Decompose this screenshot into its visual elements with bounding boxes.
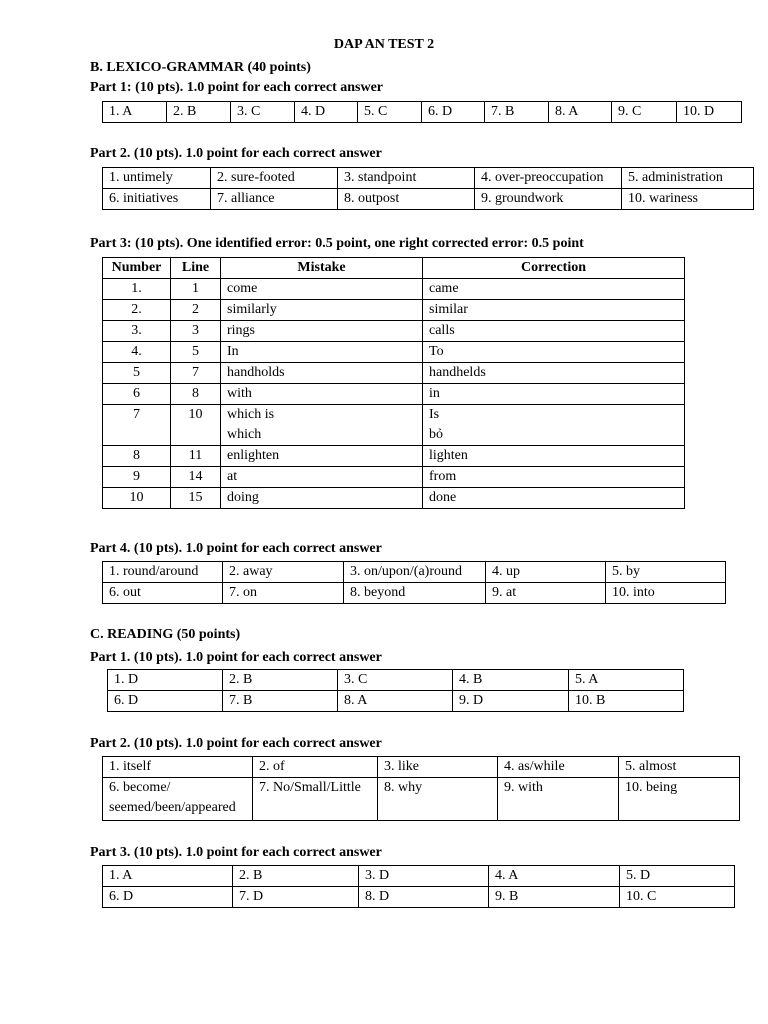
number-cell: 2. [103, 300, 171, 321]
answer-cell: 6. D [422, 102, 485, 123]
column-header: Number [103, 258, 171, 279]
answer-cell: 3. standpoint [338, 168, 475, 189]
mistake-line: which is [227, 407, 275, 422]
c-part1-heading: Part 1. (10 pts). 1.0 point for each correct answer [90, 650, 382, 665]
table-row [103, 866, 735, 887]
table-row [103, 757, 740, 778]
table-row [103, 102, 742, 123]
mistake-cell: doing [221, 488, 423, 509]
table-row [108, 670, 684, 691]
answer-cell: 4. D [295, 102, 358, 123]
table-row [103, 488, 685, 509]
answer-cell: 10. into [606, 583, 726, 604]
table-row [103, 300, 685, 321]
answer-cell: 5. D [620, 866, 735, 887]
b-part3-table [102, 257, 685, 509]
line-cell: 14 [171, 467, 221, 488]
correction-cell: calls [423, 321, 685, 342]
answer-cell: 8. A [338, 691, 453, 712]
mistake-cell: enlighten [221, 446, 423, 467]
mistake-line: which [227, 427, 262, 442]
number-cell: 4. [103, 342, 171, 363]
b-part3-heading: Part 3: (10 pts). One identified error: 0.5 point, one right corrected error: 0.5 point [90, 236, 584, 251]
table-header-row [103, 258, 685, 279]
c-part2-table [102, 756, 740, 821]
answer-cell: 4. up [486, 562, 606, 583]
answer-cell: 7. alliance [211, 189, 338, 210]
answer-cell: 4. as/while [498, 757, 619, 778]
answer-cell: 8. D [359, 887, 489, 908]
line-cell: 3 [171, 321, 221, 342]
table-row [103, 279, 685, 300]
answer-cell: 10. being [619, 778, 740, 821]
page-title: DAP AN TEST 2 [333, 37, 435, 52]
answer-cell: 2. away [223, 562, 344, 583]
answer-cell: 1. round/around [103, 562, 223, 583]
answer-cell: 2. B [233, 866, 359, 887]
answer-cell: 5. by [606, 562, 726, 583]
table-row [103, 467, 685, 488]
answer-cell: 9. B [489, 887, 620, 908]
answer-cell: 2. B [223, 670, 338, 691]
table-row [103, 887, 735, 908]
answer-cell: 4. B [453, 670, 569, 691]
correction-cell [423, 405, 685, 446]
table-row [103, 363, 685, 384]
line-cell: 15 [171, 488, 221, 509]
line-cell: 5 [171, 342, 221, 363]
table-row [103, 583, 726, 604]
table-row [103, 778, 740, 821]
line-cell: 8 [171, 384, 221, 405]
section-b-heading: B. LEXICO-GRAMMAR (40 points) [90, 60, 311, 75]
answer-cell: 7. on [223, 583, 344, 604]
answer-cell: 5. A [569, 670, 684, 691]
mistake-cell: rings [221, 321, 423, 342]
answer-cell: 9. C [612, 102, 677, 123]
column-header: Line [171, 258, 221, 279]
answer-cell: 9. with [498, 778, 619, 821]
c-part3-heading: Part 3. (10 pts). 1.0 point for each correct answer [90, 845, 382, 860]
answer-cell: 3. on/upon/(a)round [344, 562, 486, 583]
correction-cell: from [423, 467, 685, 488]
number-cell: 1. [103, 279, 171, 300]
correction-cell: similar [423, 300, 685, 321]
correction-cell: handhelds [423, 363, 685, 384]
correction-cell: lighten [423, 446, 685, 467]
answer-cell: 6. become/ seemed/been/appeared [103, 778, 253, 821]
line-cell: 10 [171, 405, 221, 446]
answer-cell: 3. like [378, 757, 498, 778]
answer-cell: 5. C [358, 102, 422, 123]
table-row [103, 405, 685, 446]
number-cell: 6 [103, 384, 171, 405]
answer-cell: 6. D [108, 691, 223, 712]
answer-cell: 7. No/Small/Little [253, 778, 378, 821]
answer-cell: 4. over-preoccupation [475, 168, 622, 189]
mistake-cell: with [221, 384, 423, 405]
correction-cell: done [423, 488, 685, 509]
table-row [108, 691, 684, 712]
correction-cell: in [423, 384, 685, 405]
answer-cell: 10. B [569, 691, 684, 712]
c-part1-table [107, 669, 684, 712]
mistake-cell: similarly [221, 300, 423, 321]
line-cell: 11 [171, 446, 221, 467]
b-part1-table [102, 101, 742, 123]
answer-cell: 6. D [103, 887, 233, 908]
number-cell: 9 [103, 467, 171, 488]
table-row [103, 562, 726, 583]
answer-cell: 10. wariness [622, 189, 754, 210]
table-row [103, 168, 754, 189]
answer-cell: 1. untimely [103, 168, 211, 189]
correction-cell: came [423, 279, 685, 300]
answer-cell: 6. out [103, 583, 223, 604]
line-cell: 7 [171, 363, 221, 384]
answer-cell: 8. beyond [344, 583, 486, 604]
answer-cell: 9. groundwork [475, 189, 622, 210]
answer-cell: 1. A [103, 866, 233, 887]
table-row [103, 384, 685, 405]
answer-cell: 6. initiatives [103, 189, 211, 210]
line-cell: 1 [171, 279, 221, 300]
b-part1-heading: Part 1: (10 pts). 1.0 point for each correct answer [90, 80, 384, 95]
answer-cell: 9. D [453, 691, 569, 712]
mistake-cell: In [221, 342, 423, 363]
b-part2-heading: Part 2. (10 pts). 1.0 point for each correct answer [90, 146, 382, 161]
number-cell: 3. [103, 321, 171, 342]
answer-cell: 10. C [620, 887, 735, 908]
answer-cell: 5. almost [619, 757, 740, 778]
answer-cell: 2. B [167, 102, 231, 123]
answer-cell: 8. A [549, 102, 612, 123]
answer-cell: 1. D [108, 670, 223, 691]
section-c-heading: C. READING (50 points) [90, 627, 241, 642]
answer-cell: 7. B [223, 691, 338, 712]
table-row [103, 342, 685, 363]
mistake-cell: come [221, 279, 423, 300]
number-cell: 8 [103, 446, 171, 467]
answer-cell: 5. administration [622, 168, 754, 189]
number-cell: 10 [103, 488, 171, 509]
answer-cell: 1. itself [103, 757, 253, 778]
table-row [103, 321, 685, 342]
answer-cell: 10. D [677, 102, 742, 123]
answer-cell: 9. at [486, 583, 606, 604]
answer-cell: 8. outpost [338, 189, 475, 210]
c-part2-heading: Part 2. (10 pts). 1.0 point for each correct answer [90, 736, 382, 751]
b-part4-heading: Part 4. (10 pts). 1.0 point for each correct answer [90, 541, 382, 556]
answer-cell: 2. of [253, 757, 378, 778]
number-cell: 7 [103, 405, 171, 446]
mistake-cell: at [221, 467, 423, 488]
answer-cell: 7. B [485, 102, 549, 123]
answer-cell: 3. C [231, 102, 295, 123]
b-part2-table [102, 167, 754, 210]
c-part3-table [102, 865, 735, 908]
answer-cell: 8. why [378, 778, 498, 821]
mistake-cell: handholds [221, 363, 423, 384]
table-row [103, 446, 685, 467]
column-header: Correction [423, 258, 685, 279]
number-cell: 5 [103, 363, 171, 384]
correction-cell: To [423, 342, 685, 363]
answer-cell: 3. C [338, 670, 453, 691]
correction-line: bỏ [429, 427, 443, 442]
answer-cell: 1. A [103, 102, 167, 123]
answer-cell: 2. sure-footed [211, 168, 338, 189]
column-header: Mistake [221, 258, 423, 279]
mistake-cell [221, 405, 423, 446]
line-cell: 2 [171, 300, 221, 321]
correction-line: Is [429, 407, 440, 422]
answer-cell: 7. D [233, 887, 359, 908]
answer-cell: 3. D [359, 866, 489, 887]
answer-cell: 4. A [489, 866, 620, 887]
table-row [103, 189, 754, 210]
b-part4-table [102, 561, 726, 604]
